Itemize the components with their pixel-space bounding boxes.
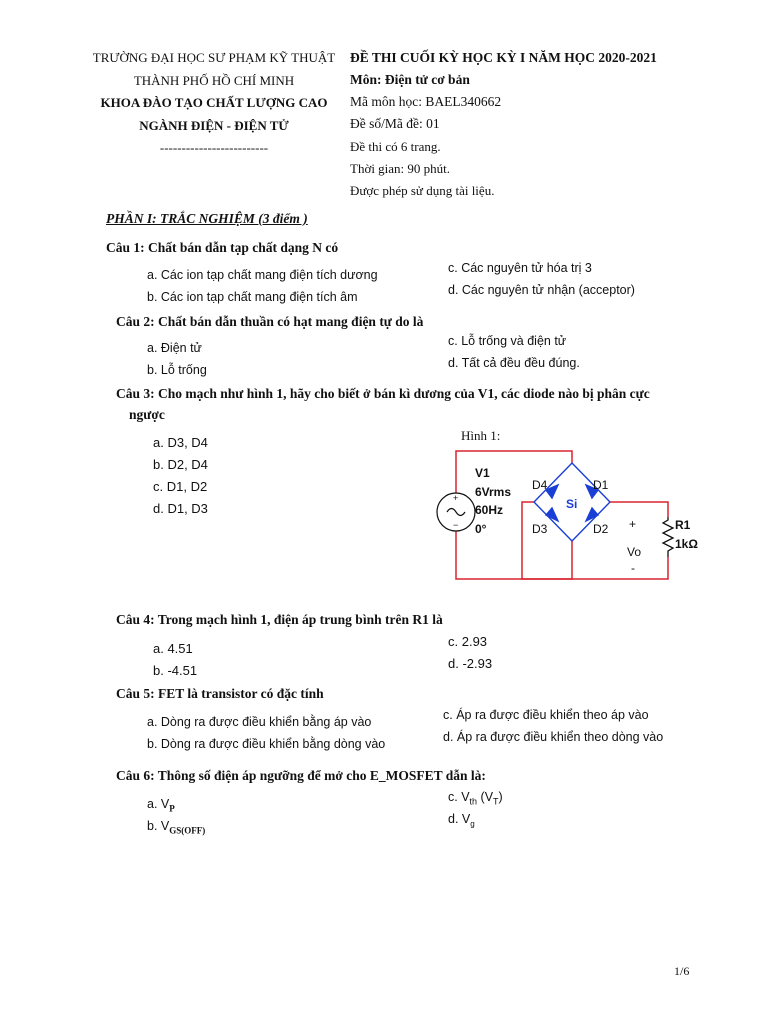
page-number: 1/6 [674, 964, 690, 978]
faculty-name: KHOA ĐÀO TẠO CHẤT LƯỢNG CAO [100, 95, 328, 110]
q3-option-d: d. D1, D3 [153, 501, 208, 516]
school-name: TRƯỜNG ĐẠI HỌC SƯ PHẠM KỸ THUẬT [92, 50, 336, 65]
q6-c-subscript-2: T [493, 796, 499, 807]
source-minus: − [453, 520, 459, 530]
q6-c-subscript: th [469, 796, 478, 807]
q6-option-d [448, 812, 475, 829]
q6-text: Câu 6: Thông số điện áp ngưỡng để mở cho E_MOSFET dẫn là: [116, 768, 486, 783]
q3-option-b: b. D2, D4 [153, 457, 208, 472]
q6-option-b [147, 819, 205, 836]
department-name: NGÀNH ĐIỆN - ĐIỆN TỬ [139, 118, 289, 133]
q6-a-subscript: P [169, 803, 175, 814]
exam-time: Thời gian: 90 phút. [350, 161, 451, 176]
source-plus: + [453, 493, 459, 503]
q2-option-c: c. Lỗ trống và điện tử [448, 334, 567, 348]
q6-option-a [147, 797, 175, 814]
q2-option-a: a. Điện tử [147, 341, 202, 355]
q5-option-a: a. Dòng ra được điều khiển bằng áp vào [147, 715, 372, 729]
q1-option-d: d. Các nguyên tử nhận (acceptor) [448, 283, 635, 297]
q2-text: Câu 2: Chất bán dẫn thuần có hạt mang điện tự do là [116, 314, 424, 329]
bridge-rectifier-circuit [428, 445, 698, 595]
exam-number: Đề số/Mã đề: 01 [350, 116, 440, 131]
ac-wave-icon [447, 509, 465, 516]
exam-course-code: Mã môn học: BAEL340662 [350, 94, 502, 109]
q5-option-b: b. Dòng ra được điều khiển bằng dòng vào [147, 737, 386, 751]
q6-b-prefix: b. V [147, 819, 170, 833]
q6-a-prefix: a. V [147, 797, 170, 811]
q3-text-line2: ngược [129, 407, 165, 422]
v1-name: V1 [475, 466, 490, 480]
diode-d1-label: D1 [593, 478, 609, 492]
exam-documents-allowed: Được phép sử dụng tài liệu. [350, 183, 495, 198]
q6-b-subscript: GS(OFF) [169, 825, 206, 836]
wire-right-node [610, 502, 668, 517]
q3-option-a: a. D3, D4 [153, 435, 208, 450]
diode-d3-symbol [546, 508, 558, 521]
q2-option-b: b. Lỗ trống [147, 363, 207, 377]
v1-frequency: 60Hz [475, 503, 504, 517]
diode-d4-label: D4 [532, 478, 548, 492]
figure-caption: Hình 1: [461, 428, 501, 443]
q6-c-mid: (V [477, 790, 494, 804]
q5-text: Câu 5: FET là transistor có đặc tính [116, 686, 324, 701]
q4-option-b: b. -4.51 [153, 663, 198, 678]
diode-d2-label: D2 [593, 522, 609, 536]
q3-option-c: c. D1, D2 [153, 479, 208, 494]
q5-option-c: c. Áp ra được điều khiển theo áp vào [443, 708, 649, 722]
q4-option-d: d. -2.93 [448, 656, 493, 671]
q1-option-a: a. Các ion tạp chất mang điện tích dương [147, 268, 378, 282]
q1-option-c: c. Các nguyên tử hóa trị 3 [448, 261, 592, 275]
q4-option-a: a. 4.51 [153, 641, 193, 656]
header-divider: ------------------------- [159, 140, 269, 155]
v1-rms: 6Vrms [475, 485, 512, 499]
r1-name: R1 [675, 518, 691, 532]
q5-option-d: d. Áp ra được điều khiển theo dòng vào [443, 730, 664, 744]
q3-text-line1: Câu 3: Cho mạch như hình 1, hãy cho biết ở bán kì dương của V1, các diode nào bị phân cực [116, 386, 650, 401]
r1-value: 1kΩ [675, 537, 698, 551]
part1-heading: PHẦN I: TRẮC NGHIỆM (3 điểm ) [106, 211, 308, 226]
v1-phase: 0° [475, 522, 487, 536]
diode-d2-symbol [586, 508, 598, 521]
vo-minus: - [631, 561, 635, 575]
exam-title: ĐỀ THI CUỐI KỲ HỌC KỲ I NĂM HỌC 2020-2021 [350, 50, 657, 65]
vo-plus: + [629, 517, 637, 531]
q1-option-b: b. Các ion tạp chất mang điện tích âm [147, 290, 358, 304]
q6-d-subscript: g [470, 819, 475, 829]
q6-d-prefix: d. V [448, 812, 471, 826]
q4-option-c: c. 2.93 [448, 634, 488, 649]
exam-pages: Đề thi có 6 trang. [350, 139, 441, 154]
q4-text: Câu 4: Trong mạch hình 1, điện áp trung bình trên R1 là [116, 612, 443, 627]
q6-option-c [448, 790, 503, 807]
q1-text: Câu 1: Chất bán dẫn tạp chất dạng N có [106, 240, 339, 255]
resistor-r1-symbol [663, 517, 673, 557]
vo-label: Vo [627, 545, 642, 559]
q2-option-d: d. Tất cả đều đều đúng. [448, 356, 580, 370]
diode-d3-label: D3 [532, 522, 548, 536]
q6-c-end: ) [498, 790, 503, 804]
wire-source-bottom [456, 531, 572, 579]
exam-subject: Môn: Điện tử cơ bản [350, 72, 470, 87]
q6-c-prefix: c. V [448, 790, 470, 804]
bridge-si-label: Si [566, 497, 578, 511]
school-city: THÀNH PHỐ HỒ CHÍ MINH [133, 73, 295, 88]
